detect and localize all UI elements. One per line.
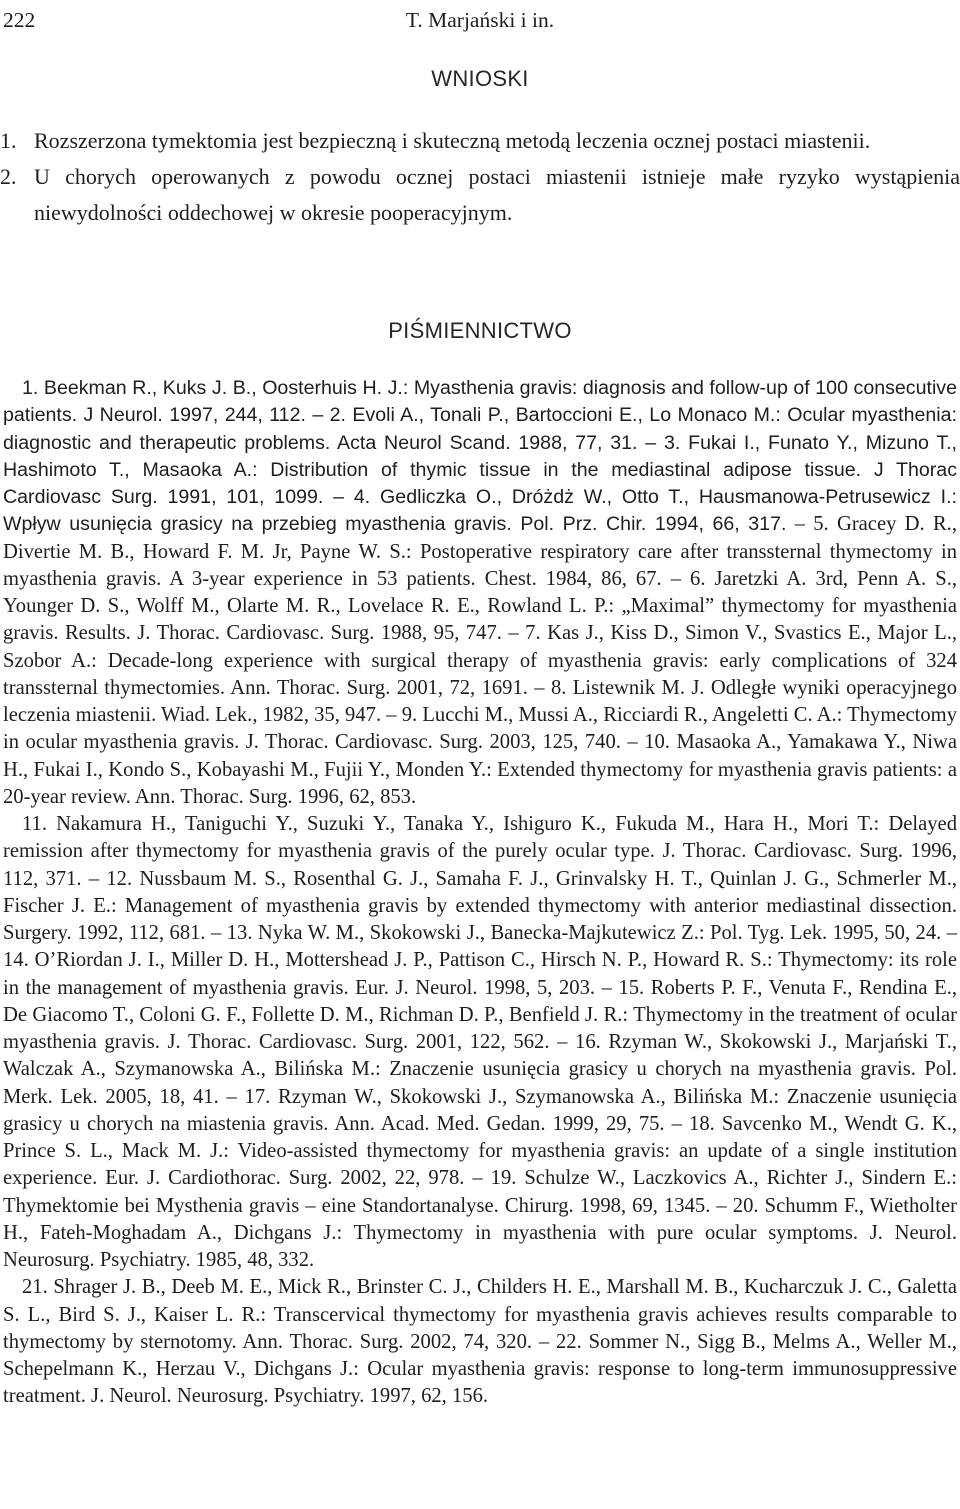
page-header — [0, 4, 960, 36]
references-text: 11. Nakamura H., Taniguchi Y., Suzuki Y., Tanaka Y., Ishiguro K., Fukuda M., Hara H., Mori T.: Delayed remission after thymectomy for myasthenia gravis of the purely ocular type. J. Thorac. Cardiovasc. Surg. 1996, 112, 371. – 12. Nussbaum M. S., Rosenthal G. J., Samaha F. J., Grinvalsky H. T., Quinlan J. G., Schmerler M., Fischer J. E.: Management of myasthenia gravis by extended thymectomy with anterior mediastinal dissection. Surgery. 1992, 112, 681. – 13. Nyka W. M., Skokowski J., Banecka-Majkutewicz Z.: Pol. Tyg. Lek. 1995, 50, 24. – 14. O’Riordan J. I., Miller D. H., Mottershead J. P., Pattison C., Hirsch N. P., Howard R. S.: Thymectomy: its role in the management of myasthenia gravis. Eur. J. Neurol. 1998, 5, 203. – 15. Roberts P. F., Venuta F., Rendina E., De Giacomo T., Coloni G. F., Follette D. M., Richman D. P., Benfield J. R.: Thymectomy in the treatment of ocular myasthenia gravis. J. Thorac. Cardiovasc. Surg. 2001, 122, 562. – 16. Rzyman W., Skokowski J., Marjański T., Walczak A., Szymanowska A., Bilińska M.: Znaczenie usunięcia grasicy u chorych na myasthenia gravis. Pol. Merk. Lek. 2005, 18, 41. – 17. Rzyman W., Skokowski J., Szymanowska A., Bilińska M.: Znaczenie usunięcia grasicy u chorych na miastenia gravis. Ann. Acad. Med. Gedan. 1999, 29, 75. – 18. Savcenko M., Wendt G. K., Prince S. L., Mack M. J.: Video-assisted thymectomy for myasthenia gravis: an update of a single institution experience. Eur. J. Cardiothorac. Surg. 2002, 22, 978. – 19. Schulze W., Laczkovics A., Richter J., Sindern E.: Thymektomie bei Mysthenia gravis – eine Standortanalyse. Chirurg. 1998, 69, 1345. – 20. Schumm F., Wietholter H., Fateh-Moghadam A., Dichgans J.: Thymectomy in myasthenia with pure ocular symptoms. J. Neurol. Neurosurg. Psychiatry. 1985, 48, 332. — [3, 813, 957, 1271]
references-text: – 5. Gracey D. R., Divertie M. B., Howard F. M. Jr, Payne W. S.: Postoperative respiratory care after transsternal thymectomy in myasthenia gravis. A 3-year experience in 53 patients. Chest. 1984, 86, 67. – 6. Jaretzki A. 3rd, Penn A. S., Younger D. S., Wolff M., Olarte M. R., Lovelace R. E., Rowland L. P.: „Maximal” thymectomy for myasthenia gravis. Results. J. Thorac. Cardiovasc. Surg. 1988, 95, 747. – 7. Kas J., Kiss D., Simon V., Svastics E., Major L., Szobor A.: Decade-long experience with surgical therapy of myasthenia gravis: early complications of 324 transsternal thymectomies. Ann. Thorac. Surg. 2001, 72, 1691. – 8. Listewnik M. J. Odległe wyniki operacyjnego leczenia miastenii. Wiad. Lek., 1982, 35, 947. – 9. Lucchi M., Mussi A., Ricciardi R., Angeletti C. A.: Thymectomy in ocular myasthenia gravis. J. Thorac. Cardiovasc. Surg. 2003, 125, 740. – 10. Masaoka A., Yamakawa Y., Niwa H., Fukai I., Kondo S., Kobayashi M., Fujii Y., Monden Y.: Extended thymectomy for myasthenia gravis patients: a 20-year review. Ann. Thorac. Surg. 1996, 62, 853. — [3, 513, 957, 808]
running-head: T. Marjański i in. — [405, 8, 555, 32]
conclusion-text: Rozszerzona tymektomia jest bezpieczną i skuteczną metodą leczenia ocznej postaci miastenii. — [34, 128, 871, 153]
references-heading: PIŚMIENNICTWO — [388, 318, 572, 343]
references-paragraph — [3, 375, 957, 811]
page-number: 222 — [3, 8, 36, 32]
conclusion-number: 2. — [0, 163, 17, 189]
conclusion-item — [0, 159, 960, 231]
references-paragraph — [3, 811, 957, 1274]
conclusions-heading: WNIOSKI — [431, 66, 529, 91]
conclusions-list — [0, 123, 960, 230]
references-text: 21. Shrager J. B., Deeb M. E., Mick R., Brinster C. J., Childers H. E., Marshall M. B., Kucharczuk J. C., Galetta S. L., Bird S. J., Kaiser L. R.: Transcervical thymectomy for myasthenia gravis achieves results comparable to thymectomy by sternotomy. Ann. Thorac. Surg. 2002, 74, 320. – 22. Sommer N., Sigg B., Melms A., Weller M., Schepelmann K., Herzau V., Dichgans J.: Ocular myasthenia gravis: response to long-term immunosuppressive treatment. J. Neurol. Neurosurg. Psychiatry. 1997, 62, 156. — [3, 1276, 957, 1408]
references-list — [3, 375, 957, 1411]
references-lead-text: 1. Beekman R., Kuks J. B., Oosterhuis H. J.: Myasthenia gravis: diagnosis and follow-up of 100 consecutive patients. J Neurol. 1997, 244, 112. – 2. Evoli A., Tonali P., Bartoccioni E., Lo Monaco M.: Ocular myasthenia: diagnostic and therapeutic problems. Acta Neurol Scand. 1988, 77, 31. – 3. Fukai I., Funato Y., Mizuno T., Hashimoto T., Masaoka A.: Distribution of thymic tissue in the mediastinal adipose tissue. J Thorac Cardiovasc Surg. 1991, 101, 1099. – 4. Gedliczka O., Dróżdż W., Otto T., Hausmanowa-Petrusewicz I.: Wpływ usunięcia grasicy na przebieg myasthenia gravis. Pol. Prz. Chir. 1994, 66, 317. — [3, 377, 957, 536]
references-paragraph — [3, 1274, 957, 1410]
conclusion-number: 1. — [0, 128, 17, 153]
conclusion-item — [0, 123, 960, 159]
conclusion-text: U chorych operowanych z powodu ocznej postaci miastenii istnieje małe ryzyko wystąpienia niewydolności oddechowej w okresie pooperacyjnym. — [34, 163, 960, 225]
